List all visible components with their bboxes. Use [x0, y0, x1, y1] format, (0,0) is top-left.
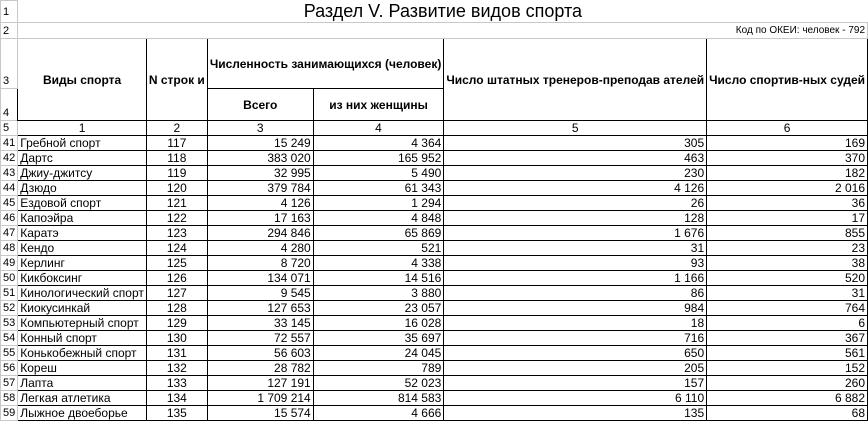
total-count: 33 145: [207, 316, 313, 331]
row-number[interactable]: 52: [1, 301, 18, 316]
total-count: 8 720: [207, 256, 313, 271]
women-count: 165 952: [313, 151, 444, 166]
header-coaches: Число штатных тренеров-преподав ателей: [444, 39, 707, 121]
coaches-count: 31: [444, 241, 707, 256]
total-count: 15 249: [207, 136, 313, 151]
judges-count: 6 882: [707, 391, 868, 406]
total-count: 17 163: [207, 211, 313, 226]
row-number[interactable]: 5: [1, 121, 18, 136]
table-row: [1, 166, 868, 181]
line-number: 132: [146, 361, 207, 376]
header-line-no: N строк и: [146, 39, 207, 121]
judges-count: 68: [707, 406, 868, 421]
sport-name: Киокусинкай: [18, 301, 147, 316]
header-judges: Число спортив-ных судей: [707, 39, 868, 121]
sport-name: Конькобежный спорт: [18, 346, 147, 361]
table-row: [1, 406, 868, 421]
women-count: 24 045: [313, 346, 444, 361]
sport-name: Лыжное двоеборье: [18, 406, 147, 421]
sport-name: Кореш: [18, 361, 147, 376]
table-row: [1, 256, 868, 271]
header-count: Численность занимающихся (человек): [207, 39, 444, 89]
total-count: 28 782: [207, 361, 313, 376]
row-number[interactable]: 43: [1, 166, 18, 181]
women-count: 4 848: [313, 211, 444, 226]
col-number: 2: [146, 121, 207, 136]
table-row: [1, 226, 868, 241]
judges-count: 520: [707, 271, 868, 286]
row-number[interactable]: 59: [1, 406, 18, 421]
total-count: 9 545: [207, 286, 313, 301]
coaches-count: 716: [444, 331, 707, 346]
judges-count: 764: [707, 301, 868, 316]
judges-count: 367: [707, 331, 868, 346]
line-number: 125: [146, 256, 207, 271]
table-row: [1, 136, 868, 151]
row-number[interactable]: 49: [1, 256, 18, 271]
coaches-count: 6 110: [444, 391, 707, 406]
line-number: 122: [146, 211, 207, 226]
sport-name: Лапта: [18, 376, 147, 391]
sport-name: Гребной спорт: [18, 136, 147, 151]
judges-count: 169: [707, 136, 868, 151]
col-number: 6: [707, 121, 868, 136]
coaches-count: 157: [444, 376, 707, 391]
row-number[interactable]: 45: [1, 196, 18, 211]
judges-count: 17: [707, 211, 868, 226]
col-number: 1: [18, 121, 147, 136]
judges-count: 855: [707, 226, 868, 241]
line-number: 128: [146, 301, 207, 316]
judges-count: 370: [707, 151, 868, 166]
women-count: 4 666: [313, 406, 444, 421]
judges-count: 2 016: [707, 181, 868, 196]
women-count: 1 294: [313, 196, 444, 211]
sport-name: Дзюдо: [18, 181, 147, 196]
col-number: 3: [207, 121, 313, 136]
total-count: 294 846: [207, 226, 313, 241]
header-women: из них женщины: [313, 89, 444, 121]
row-number[interactable]: 1: [1, 1, 18, 23]
total-count: 379 784: [207, 181, 313, 196]
total-count: 1 709 214: [207, 391, 313, 406]
judges-count: 152: [707, 361, 868, 376]
women-count: 3 880: [313, 286, 444, 301]
row-number[interactable]: 50: [1, 271, 18, 286]
coaches-count: 1 676: [444, 226, 707, 241]
table-row: [1, 241, 868, 256]
table-row: [1, 211, 868, 226]
women-count: 5 490: [313, 166, 444, 181]
women-count: 65 869: [313, 226, 444, 241]
line-number: 134: [146, 391, 207, 406]
coaches-count: 93: [444, 256, 707, 271]
coaches-count: 26: [444, 196, 707, 211]
coaches-count: 86: [444, 286, 707, 301]
table-row: [1, 376, 868, 391]
row-number[interactable]: 54: [1, 331, 18, 346]
total-count: 72 557: [207, 331, 313, 346]
line-number: 126: [146, 271, 207, 286]
total-count: 127 653: [207, 301, 313, 316]
line-number: 124: [146, 241, 207, 256]
header-total: Всего: [207, 89, 313, 121]
total-count: 383 020: [207, 151, 313, 166]
women-count: 23 057: [313, 301, 444, 316]
sport-name: Каратэ: [18, 226, 147, 241]
sport-name: Кикбоксинг: [18, 271, 147, 286]
row-number[interactable]: 3: [1, 39, 18, 89]
women-count: 52 023: [313, 376, 444, 391]
table-row: [1, 151, 868, 166]
judges-count: 6: [707, 316, 868, 331]
row-number[interactable]: 44: [1, 181, 18, 196]
row-number[interactable]: 57: [1, 376, 18, 391]
judges-count: 23: [707, 241, 868, 256]
judges-count: 38: [707, 256, 868, 271]
sport-name: Капоэйра: [18, 211, 147, 226]
women-count: 35 697: [313, 331, 444, 346]
women-count: 16 028: [313, 316, 444, 331]
total-count: 56 603: [207, 346, 313, 361]
coaches-count: 18: [444, 316, 707, 331]
total-count: 134 071: [207, 271, 313, 286]
line-number: 123: [146, 226, 207, 241]
table-row: [1, 271, 868, 286]
coaches-count: 1 166: [444, 271, 707, 286]
women-count: 521: [313, 241, 444, 256]
col-number: 5: [444, 121, 707, 136]
women-count: 61 343: [313, 181, 444, 196]
total-count: 4 126: [207, 196, 313, 211]
line-number: 129: [146, 316, 207, 331]
coaches-count: 128: [444, 211, 707, 226]
coaches-count: 984: [444, 301, 707, 316]
table-row: [1, 361, 868, 376]
women-count: 4 364: [313, 136, 444, 151]
table-row: [1, 196, 868, 211]
total-count: 127 191: [207, 376, 313, 391]
coaches-count: 650: [444, 346, 707, 361]
women-count: 4 338: [313, 256, 444, 271]
row-number[interactable]: 51: [1, 286, 18, 301]
okei-code: Код по ОКЕИ: человек - 792: [18, 23, 868, 39]
table-row: [1, 316, 868, 331]
row-number[interactable]: 42: [1, 151, 18, 166]
judges-count: 36: [707, 196, 868, 211]
coaches-count: 205: [444, 361, 707, 376]
sport-name: Компьютерный спорт: [18, 316, 147, 331]
line-number: 120: [146, 181, 207, 196]
row-number[interactable]: 55: [1, 346, 18, 361]
row-number[interactable]: 46: [1, 211, 18, 226]
sport-name: Кинологический спорт: [18, 286, 147, 301]
total-count: 32 995: [207, 166, 313, 181]
row-number[interactable]: 2: [1, 23, 18, 39]
table-row: [1, 286, 868, 301]
coaches-count: 230: [444, 166, 707, 181]
judges-count: 561: [707, 346, 868, 361]
col-number: 4: [313, 121, 444, 136]
women-count: 14 516: [313, 271, 444, 286]
line-number: 130: [146, 331, 207, 346]
line-number: 119: [146, 166, 207, 181]
judges-count: 260: [707, 376, 868, 391]
sport-name: Джиу-джитсу: [18, 166, 147, 181]
row-number[interactable]: 48: [1, 241, 18, 256]
line-number: 121: [146, 196, 207, 211]
table-row: [1, 391, 868, 406]
coaches-count: 305: [444, 136, 707, 151]
row-number[interactable]: 47: [1, 226, 18, 241]
line-number: 117: [146, 136, 207, 151]
sport-name: Кендо: [18, 241, 147, 256]
judges-count: 31: [707, 286, 868, 301]
coaches-count: 4 126: [444, 181, 707, 196]
table-row: [1, 331, 868, 346]
line-number: 127: [146, 286, 207, 301]
table-row: [1, 346, 868, 361]
women-count: 814 583: [313, 391, 444, 406]
row-number[interactable]: 56: [1, 361, 18, 376]
coaches-count: 135: [444, 406, 707, 421]
table-row: [1, 301, 868, 316]
line-number: 135: [146, 406, 207, 421]
line-number: 131: [146, 346, 207, 361]
sport-name: Конный спорт: [18, 331, 147, 346]
row-number[interactable]: 58: [1, 391, 18, 406]
row-number[interactable]: 41: [1, 136, 18, 151]
sport-name: Керлинг: [18, 256, 147, 271]
row-number[interactable]: 53: [1, 316, 18, 331]
coaches-count: 463: [444, 151, 707, 166]
table-row: [1, 181, 868, 196]
total-count: 15 574: [207, 406, 313, 421]
sport-name: Дартс: [18, 151, 147, 166]
row-number[interactable]: 4: [1, 89, 18, 121]
total-count: 4 280: [207, 241, 313, 256]
women-count: 789: [313, 361, 444, 376]
line-number: 133: [146, 376, 207, 391]
page-title: Раздел V. Развитие видов спорта: [18, 1, 868, 23]
sport-name: Легкая атлетика: [18, 391, 147, 406]
line-number: 118: [146, 151, 207, 166]
sport-name: Ездовой спорт: [18, 196, 147, 211]
judges-count: 182: [707, 166, 868, 181]
header-sport: Виды спорта: [18, 39, 147, 121]
